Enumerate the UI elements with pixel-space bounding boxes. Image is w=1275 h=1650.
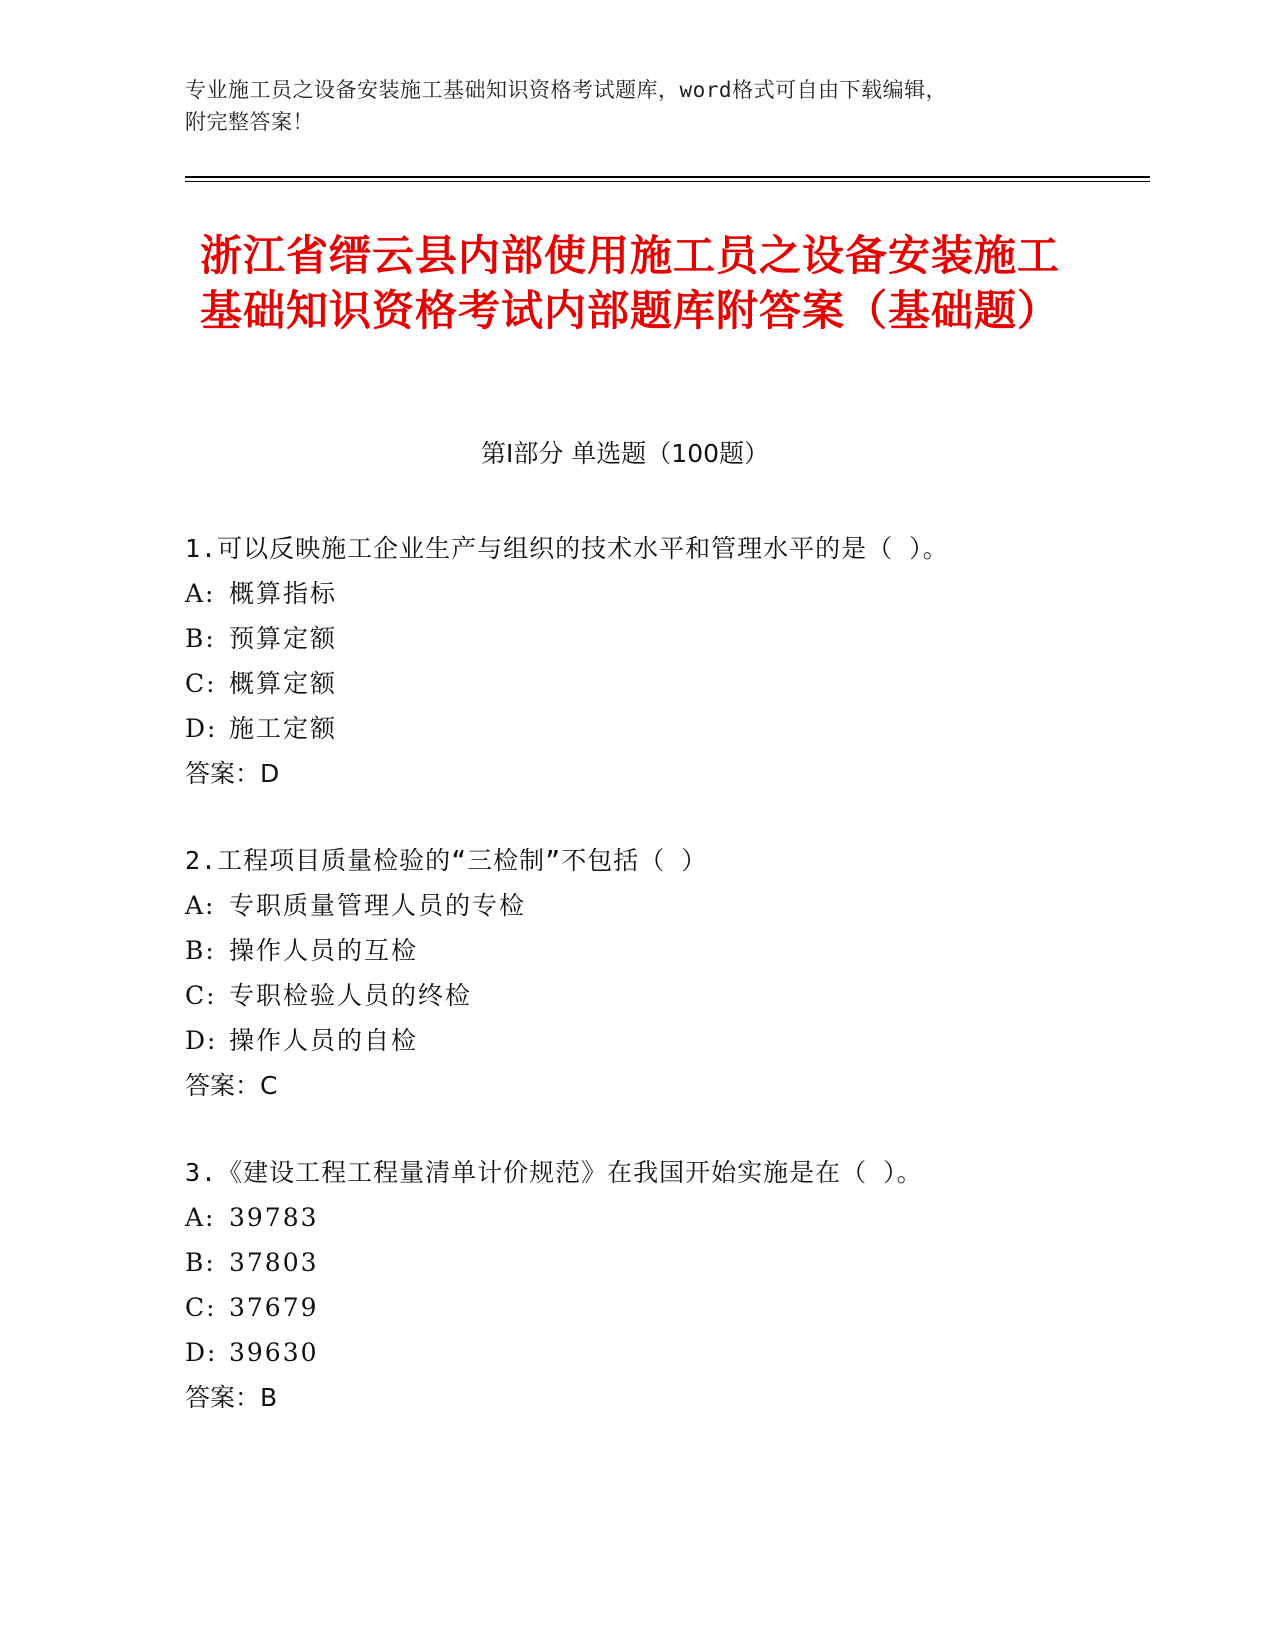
option-key: A: [185,891,216,920]
option-key: D: [185,714,218,743]
question-2 [185,838,1085,1108]
option-text: 预算定额 [229,624,338,653]
document-title: 浙江省缙云县内部使用施工员之设备安装施工基础知识资格考试内部题库附答案（基础题） [199,231,1060,335]
option-text: 37679 [229,1293,319,1322]
option-text: 39783 [229,1203,319,1232]
option-text: 39630 [229,1338,319,1367]
option-b [185,616,1085,661]
option-c [185,973,1085,1018]
header-divider-thin [185,181,1150,182]
option-d [185,1018,1085,1063]
option-key: B: [185,936,216,965]
option-text: 概算定额 [229,669,338,698]
option-c [185,1285,1085,1330]
option-text: 专职质量管理人员的专检 [229,891,527,920]
answer-line: 答案：C [185,1071,278,1100]
option-c [185,661,1085,706]
option-a [185,571,1085,616]
header-note-line-1: 专业施工员之设备安装施工基础知识资格考试题库，word格式可自由下载编辑， [185,78,948,102]
option-key: B: [185,624,216,653]
question-stem: 1.可以反映施工企业生产与组织的技术水平和管理水平的是（ ）。 [185,534,949,563]
option-b [185,1240,1085,1285]
option-text: 概算指标 [229,579,338,608]
question-3 [185,1150,1085,1420]
question-list [185,526,1085,1462]
option-b [185,928,1085,973]
option-key: C: [185,669,217,698]
header-divider-thick [185,176,1150,178]
option-key: B: [185,1248,216,1277]
option-key: A: [185,1203,216,1232]
option-d [185,706,1085,751]
option-text: 操作人员的自检 [229,1026,419,1055]
option-text: 专职检验人员的终检 [229,981,473,1010]
header-note [185,74,1085,138]
option-key: C: [185,1293,217,1322]
answer-line: 答案：B [185,1383,278,1412]
option-a [185,1195,1085,1240]
option-text: 施工定额 [229,714,338,743]
option-key: C: [185,981,217,1010]
header-note-line-2: 附完整答案！ [185,110,314,134]
question-stem: 2.工程项目质量检验的“三检制”不包括（ ） [185,846,708,875]
option-text: 37803 [229,1248,319,1277]
question-stem: 3.《建设工程工程量清单计价规范》在我国开始实施是在（ ）。 [185,1158,923,1187]
question-1 [185,526,1085,796]
option-key: A: [185,579,216,608]
answer-line: 答案：D [185,759,280,788]
option-key: D: [185,1338,218,1367]
option-text: 操作人员的互检 [229,936,419,965]
option-a [185,883,1085,928]
section-title: 第I部分 单选题（100题） [480,439,770,468]
option-d [185,1330,1085,1375]
option-key: D: [185,1026,218,1055]
